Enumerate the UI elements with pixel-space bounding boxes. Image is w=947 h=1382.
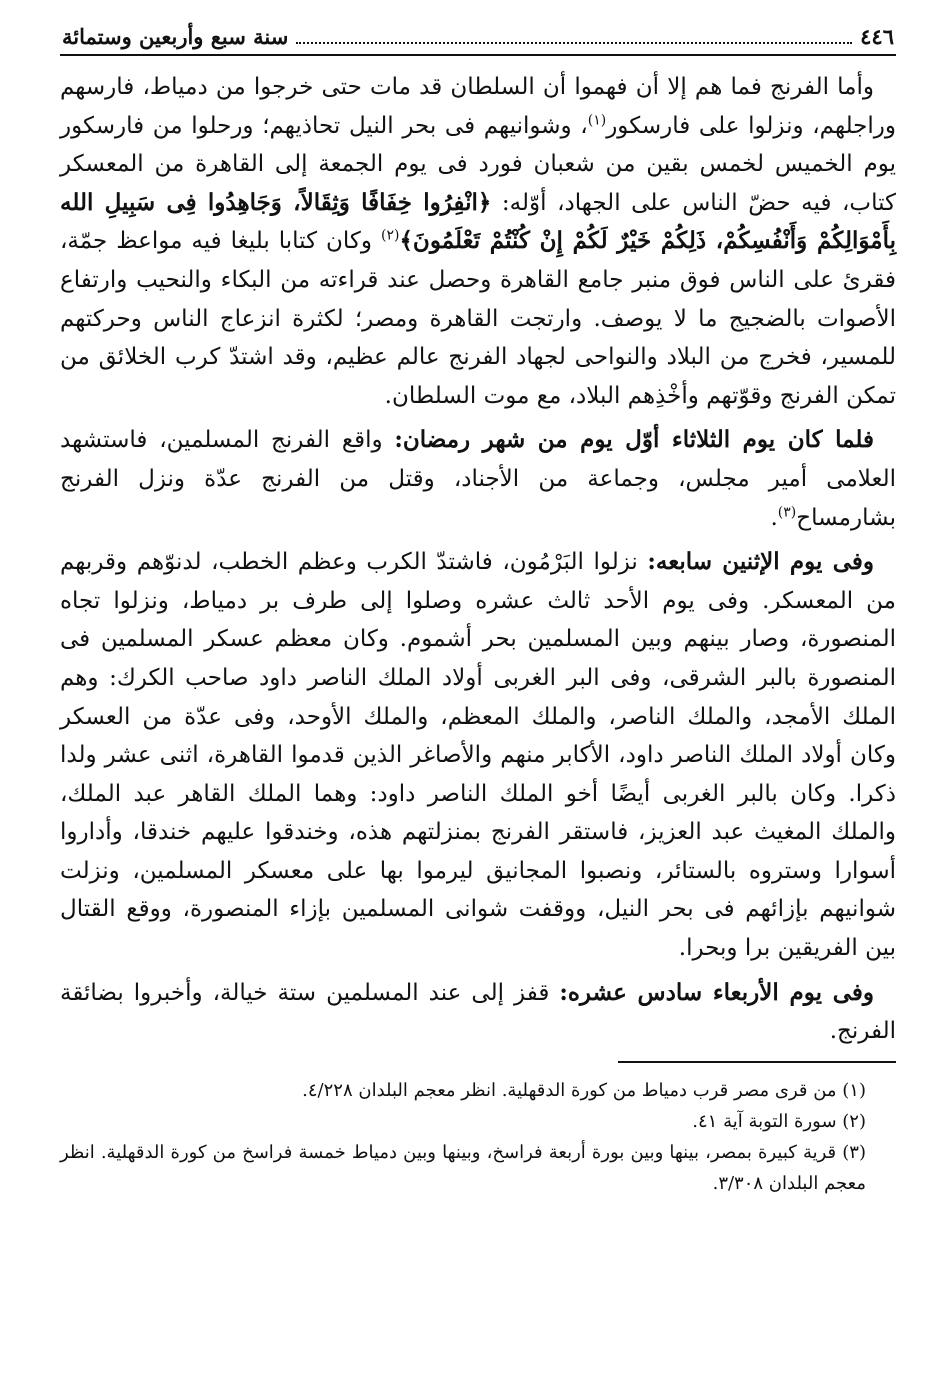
footnote-ref: (٣) bbox=[777, 503, 797, 520]
book-page bbox=[60, 22, 896, 1199]
footnote-divider bbox=[618, 1061, 896, 1063]
footnotes bbox=[60, 1075, 896, 1199]
paragraph-lead: وفى يوم الأربعاء سادس عشره: bbox=[559, 978, 874, 1006]
running-title: سنة سبع وأربعين وستمائة bbox=[62, 24, 289, 49]
paragraph: وفى يوم الأربعاء سادس عشره: قفز إلى عند المسلمين ستة خيالة، وأخبروا بضائقة الفرنج. bbox=[60, 978, 896, 1045]
paragraph-lead: فلما كان يوم الثلاثاء أوّل يوم من شهر رمضان: bbox=[394, 426, 875, 454]
leader-dots bbox=[296, 42, 852, 44]
footnote-ref: (٢) bbox=[380, 227, 400, 244]
footnote-ref: (١) bbox=[587, 111, 607, 128]
quran-verse: ﴿انْفِرُوا خِفَافًا وَثِقَالاً، وَجَاهِدُوا فِى سَبِيلِ الله بِأَمْوَالِكُمْ وَأَنْفُسِكُمْ، ذَلِكُمْ خَيْرٌ لَكُمْ إِنْ كُنْتُمْ تَعْلَمُونَ﴾ bbox=[60, 188, 896, 255]
paragraph: فلما كان يوم الثلاثاء أوّل يوم من شهر رمضان: واقع الفرنج المسلمين، فاستشهد العلامى أمير مجلس، وجماعة من الأجناد، وقتل من الفرنج عدّة ونزل الفرنج بشارمساح$^{(٣)}$. bbox=[60, 426, 896, 531]
paragraph: وأما الفرنج فما هم إلا أن فهموا أن السلطان قد مات حتى خرجوا من دمياط، فارسهم وراجلهم، ونزلوا على فارسكور$^{(١)}$، وشوانيهم فى بحر النيل تحاذيهم؛ ورحلوا من فارسكور يوم الخميس لخمس بقين من شعبان فورد فى يوم الجمعة إلى القاهرة من المعسكر كتاب، فيه حضّ الناس على الجهاد، أوّله: ﴿انْفِرُوا خِفَافًا وَثِقَالاً، وَجَاهِدُوا فِى سَبِيلِ الله بِأَمْوَالِكُمْ وَأَنْفُسِكُمْ، ذَلِكُمْ خَيْرٌ لَكُمْ إِنْ كُنْتُمْ تَعْلَمُونَ﴾$^{(٢)}$ وكان كتابا بليغا فيه مواعظ جمّة، فقرئ على الناس فوق منبر جامع القاهرة وحصل عند قراءته من البكاء والنحيب وارتفاع الأصوات بالضجيج ما لا يوصف. وارتجت القاهرة ومصر؛ لكثرة انزعاج الناس وحركتهم للمسير، فخرج من البلاد والنواحى لجهاد الفرنج عالم عظيم، وقد اشتدّ كرب الخلائق من تمكن الفرنج وقوّتهم وأخْذِهم البلاد، مع موت السلطان. bbox=[60, 74, 897, 409]
footnote: (١) من قرى مصر قرب دمياط من كورة الدقهلية. انظر معجم البلدان ٤/٢٢٨. bbox=[302, 1079, 866, 1101]
paragraph-lead: وفى يوم الإثنين سابعه: bbox=[647, 548, 874, 576]
main-text bbox=[60, 68, 896, 1051]
page-number: ٤٤٦ bbox=[860, 24, 894, 49]
page-header bbox=[60, 22, 896, 56]
paragraph: وفى يوم الإثنين سابعه: نزلوا البَرْمُون، فاشتدّ الكرب وعظم الخطب، لدنوّهم وقربهم من المعسكر. وفى يوم الأحد ثالث عشره وصلوا إلى طرف بر دمياط، ونزلوا تجاه المنصورة، وصار بينهم وبين المسلمين بحر أشموم. وكان معظم عسكر المسلمين فى المنصورة بالبر الشرقى، وفى البر الغربى أولاد الملك الناصر داود صاحب الكرك: وهم الملك الأمجد، والملك الناصر، والملك المعظم، والملك الأوحد، وفى عدّة من العسكر وكان أولاد الملك الناصر داود، الأكابر منهم والأصاغر الذين قدموا القاهرة، اثنى عشر ولدا ذكرا. وكان بالبر الغربى أيضًا أخو الملك الناصر داود: وهما الملك القاهر عبد الملك، والملك المغيث عبد العزيز، فاستقر الفرنج بمنزلتهم هذه، وخندقوا عليهم خندقا، وأداروا أسوارا وستروه بالستائر، ونصبوا المجانيق ليرموا بها على معسكر المسلمين، ونزلت شوانيهم بإزائهم فى بحر النيل، ووقفت شوانى المسلمين بإزاء المنصورة، ووقع القتال بين الفريقين برا وبحرا. bbox=[60, 548, 896, 962]
footnote: (٣) قرية كبيرة بمصر، بينها وبين بورة أربعة فراسخ، وبينها وبين دمياط خمسة فراسخ من كورة الدقهلية. انظر معجم البلدان ٣/٣٠٨. bbox=[60, 1141, 866, 1194]
footnote: (٢) سورة التوبة آية ٤١. bbox=[692, 1110, 866, 1132]
